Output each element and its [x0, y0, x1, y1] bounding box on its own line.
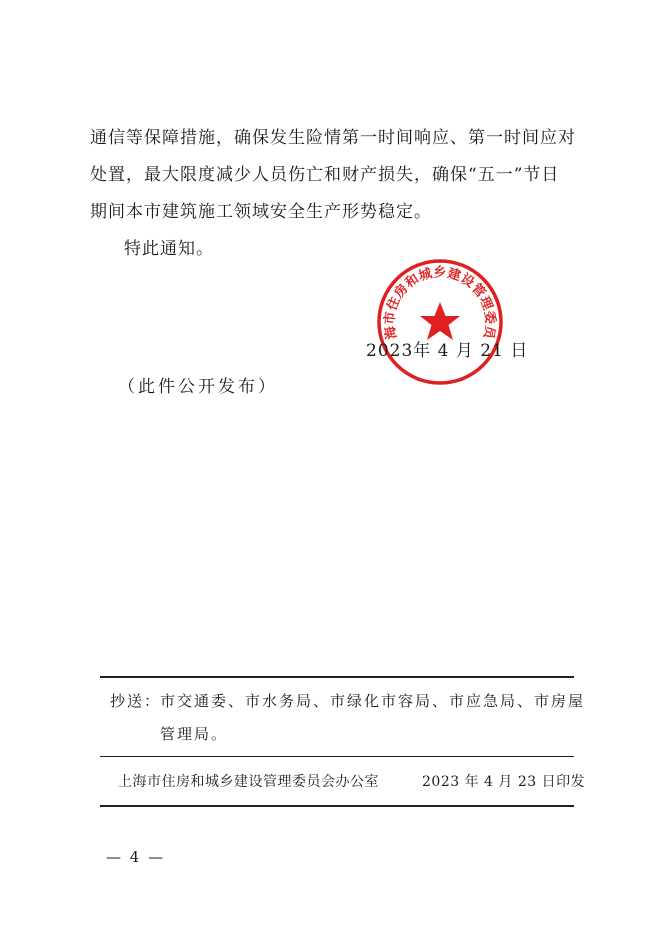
footer-rule-middle [100, 756, 574, 757]
cc-label: 抄送： [110, 692, 162, 710]
footer-rule-bottom [100, 805, 574, 807]
signature-date: 2023年 4 月 21 日 [366, 341, 529, 361]
footer-rule-top [100, 676, 574, 678]
print-date: 2023 年 4 月 23 日印发 [422, 774, 586, 790]
issuing-office: 上海市住房和城乡建设管理委员会办公室 [118, 774, 379, 790]
cc-recipients-line-2: 管理局。 [160, 725, 229, 743]
page-number: — 4 — [106, 848, 166, 866]
closing-notice: 特此通知。 [124, 239, 214, 259]
body-line-3: 期间本市建筑施工领域安全生产形势稳定。 [90, 202, 432, 222]
body-line-1: 通信等保障措施，确保发生险情第一时间响应、第一时间应对 [90, 128, 576, 148]
release-note: （此件公开发布） [118, 377, 278, 397]
seal-star-icon [420, 302, 460, 340]
seal-graphic [376, 258, 504, 386]
body-line-2: 处置，最大限度减少人员伤亡和财产损失，确保“五一”节日 [90, 165, 560, 185]
cc-recipients-line-1: 市交通委、市水务局、市绿化市容局、市应急局、市房屋 [160, 692, 586, 710]
official-seal [376, 258, 504, 386]
seal-text: 海市住房和城乡建设管理委员 [382, 265, 498, 341]
